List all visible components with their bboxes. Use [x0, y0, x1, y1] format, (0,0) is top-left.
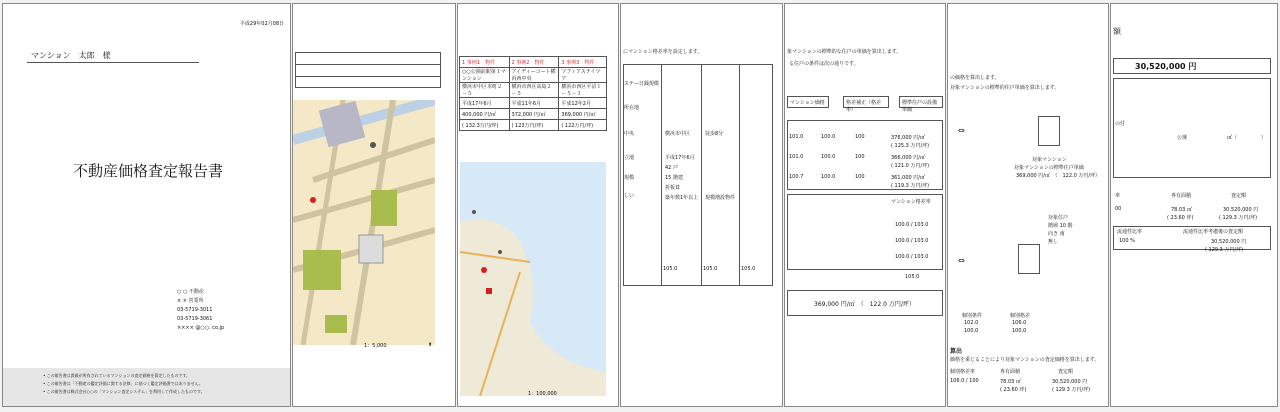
rate-e: ( 125.3 万円/坪): [891, 143, 930, 149]
subject-page[interactable]: [947, 3, 1109, 407]
comparables-table: [459, 56, 607, 131]
adjust-label: しい: [624, 193, 635, 199]
property-info-box: [1113, 78, 1271, 178]
adjust-cell: 15 階建: [665, 175, 683, 181]
subject-price: 369,000 円/㎡ （ 122.0 万円/坪）: [1016, 173, 1101, 179]
case3-price-tsubo: ( 122万円/坪): [559, 120, 607, 131]
case3-price: 369,000 円/㎡: [559, 109, 607, 120]
table-value: 30,520,000 円: [1052, 379, 1088, 385]
info-label: の付: [1115, 121, 1126, 127]
final-amount: 30,520,000 円: [1135, 62, 1197, 71]
final-cell: 30,520,000 円: [1223, 207, 1259, 213]
rate-a: 101.0: [789, 154, 804, 160]
fax-number: 03-5719-3061: [177, 316, 213, 322]
rate-grid-header: マンション格差率: [891, 199, 931, 205]
building-icon: [1018, 244, 1040, 274]
map-scale: 1：5,000: [364, 343, 387, 349]
rate-d: 361,000 円/㎡: [891, 175, 925, 181]
case1-built: 平成17年6月: [460, 98, 510, 109]
case1-price: 400,000 円/㎡: [460, 109, 510, 120]
adjust-cell: 折板葺: [665, 185, 681, 191]
final-cell: ( 23.60 坪): [1167, 215, 1194, 221]
case2-name: アイディーコート横浜西中央: [509, 68, 559, 83]
case3-header: 3 事例3 物件: [559, 57, 607, 68]
rate-c: 100: [855, 154, 865, 160]
table-value: ( 23.60 坪): [1000, 387, 1027, 393]
north-arrow-icon: ⬆: [428, 342, 433, 348]
rate-a: 101.0: [789, 134, 804, 140]
grid-total: 105.0: [905, 274, 920, 280]
table-header: 個別格差率: [950, 369, 976, 375]
liquidity-header: 流通性比率: [1117, 229, 1143, 235]
divider: [295, 76, 441, 77]
table-header: 専有面積: [1000, 369, 1021, 375]
factor-value: 102.0: [964, 320, 979, 326]
divider: [295, 64, 441, 65]
factor-label: 個別格差: [1010, 313, 1031, 319]
rate-c: 100: [855, 174, 865, 180]
adjust-cell: 規模増設物件: [705, 195, 736, 201]
adjust-cell: 横浜市中区: [665, 131, 691, 137]
info-label: 公簿: [1177, 135, 1188, 141]
case1-address: 横浜市中区本町２－５: [460, 83, 510, 98]
table-header: 査定額: [1058, 369, 1074, 375]
floor-info: 対象住戸: [1048, 215, 1069, 221]
building-icon: [1038, 116, 1060, 146]
rate-b: 100.0: [821, 174, 836, 180]
floor-info: 無し: [1048, 239, 1059, 245]
adjust-result: 105.0: [663, 266, 678, 272]
adjust-label: 立地: [624, 155, 635, 161]
case2-built: 平成11年6月: [509, 98, 559, 109]
liquidity-value: 100 %: [1119, 238, 1135, 244]
conclusion-title: 算出: [950, 348, 963, 355]
grid-value: 100.0 / 103.0: [895, 238, 929, 244]
adjust-cell: 42 戸: [665, 165, 678, 171]
recipient-underline: [27, 62, 199, 63]
subject-line2: 対象マンションの標準的住戸単価を算出します。: [950, 85, 1060, 91]
liquidity-header: 流通性比率考慮後の査定額: [1183, 229, 1244, 235]
final-title: 額: [1113, 27, 1121, 36]
case3-built: 平成12年2月: [559, 98, 607, 109]
rate-d: 376,000 円/㎡: [891, 135, 925, 141]
final-page[interactable]: [1110, 3, 1278, 407]
rate-c: 100: [855, 134, 865, 140]
map2-scale: 1：100,000: [528, 391, 557, 397]
case1-name: ○○公園前駅第１マンション: [460, 68, 510, 83]
case2-address: 横浜市西区高島２－５: [509, 83, 559, 98]
rate-e: ( 119.3 万円/坪): [891, 183, 930, 189]
neighborhood-map: [293, 100, 435, 345]
adjust-label: 規模: [624, 175, 635, 181]
info-label: ㎡（: [1227, 135, 1238, 141]
floor-info: 階層 10 階: [1048, 223, 1073, 229]
rate-heading: 象マンションの標準的な住戸の単価を算出します。: [787, 49, 902, 55]
note-line: • この報告書は「不動産の鑑定評価に関する法律」に基づく鑑定評価書ではありません。: [43, 381, 203, 386]
formula-result: 標準住戸の設備単価: [899, 96, 943, 108]
adjust-label: 中央: [624, 131, 635, 137]
area-map: [460, 162, 606, 396]
case3-name: ソフィアステイツア: [559, 68, 607, 83]
adjust-label: ステー日銭規模: [624, 81, 659, 87]
conclusion-text: 価格を乗じることにより対象マンションの査定価格を算出します。: [950, 357, 1100, 363]
rate-b: 100.0: [821, 154, 836, 160]
adjust-cell: 築年数1年以上: [665, 195, 699, 201]
double-arrow-icon: ⇔: [958, 126, 965, 135]
phone-number: 03-5719-3011: [177, 307, 213, 313]
case1-header: 1 事例1 物件: [460, 57, 510, 68]
case2-header: 2 事例2 物件: [509, 57, 559, 68]
cover-page[interactable]: [2, 3, 291, 407]
info-label: ）: [1261, 135, 1267, 141]
adjust-label: 所在地: [624, 105, 640, 111]
subject-label2: 対象マンションの標準住戸単価: [1014, 165, 1084, 171]
adjust-heading: にマンション格差率を設定します。: [623, 49, 703, 55]
report-date: 平成29年02月08日: [239, 21, 284, 27]
factor-value: 106.0: [1012, 320, 1027, 326]
adjustment-page[interactable]: [620, 3, 783, 407]
company-block: [177, 288, 224, 333]
adjust-cell: 平成17年6月: [665, 155, 695, 161]
formula-price: マンション価格: [787, 96, 829, 108]
note-line: • この報告書は株式会社○○の「マンション査定システム」を利用して作成したものです。: [43, 389, 205, 394]
divider: [701, 64, 702, 286]
factor-value: 100.0: [964, 328, 979, 334]
note-line: • この報告書は貴殿が所有されているマンションの査定価格を算定したものです。: [43, 373, 191, 378]
subject-line1: の価格を算出します。: [950, 75, 1000, 81]
grid-value: 100.0 / 103.0: [895, 222, 929, 228]
rate-result: 369,000 円/㎡ （ 122.0 万円/坪）: [787, 290, 943, 316]
cover-footer-notes: [3, 368, 290, 406]
floor-info: 向き 南: [1048, 231, 1065, 237]
company-name: ○ ○ 不動産: [177, 289, 204, 295]
subject-label: 対象マンション: [1032, 157, 1067, 163]
table-value: 78.03 ㎡: [1000, 379, 1021, 385]
final-cell: ( 129.3 万円/坪): [1219, 215, 1258, 221]
rate-e: ( 121.0 万円/坪): [891, 163, 930, 169]
final-header: 査定額: [1231, 193, 1247, 199]
final-header: 専有面積: [1171, 193, 1192, 199]
liquidity-value: 30,520,000 円: [1211, 239, 1247, 245]
rate-page[interactable]: [784, 3, 946, 407]
divider: [661, 64, 662, 286]
report-title: 不動産価格査定報告書: [73, 162, 224, 180]
case2-price: 372,000 円/㎡: [509, 109, 559, 120]
rate-d: 366,000 円/㎡: [891, 155, 925, 161]
adjust-result: 105.0: [703, 266, 718, 272]
liquidity-value: ( 129.3 万円/坪): [1205, 247, 1244, 253]
factor-label: 個別条件: [962, 313, 983, 319]
case3-address: 横浜市西区平沼１－５－３: [559, 83, 607, 98]
adjust-cell: 徒歩8分: [705, 131, 724, 137]
map-header-box: [295, 52, 441, 88]
office-name: × × 営業所: [177, 298, 204, 304]
case2-price-tsubo: ( 123万円/坪): [509, 120, 559, 131]
adjust-result: 105.0: [741, 266, 756, 272]
divider: [739, 64, 740, 286]
final-header: 率: [1115, 193, 1121, 199]
formula-adjust: 格差補正（格差率）: [843, 96, 889, 108]
final-cell: 78.03 ㎡: [1171, 207, 1192, 213]
table-value: ( 129.3 万円/坪): [1052, 387, 1091, 393]
case1-price-tsubo: ( 132.3万円/坪): [460, 120, 510, 131]
email-address: ×××× @○○. co.jp: [177, 325, 225, 331]
factor-value: 100.0: [1012, 328, 1027, 334]
final-cell: 00: [1115, 206, 1122, 212]
recipient-name: マンション 太郎 様: [31, 51, 111, 60]
double-arrow-icon: ⇔: [958, 256, 965, 265]
rate-b: 100.0: [821, 134, 836, 140]
rate-a: 100.7: [789, 174, 804, 180]
table-value: 106.0 / 100: [950, 378, 979, 384]
rate-subheading: る住戸の条件は次の通りです。: [789, 61, 859, 67]
adjustment-table: [623, 64, 773, 286]
grid-value: 100.0 / 103.0: [895, 254, 929, 260]
